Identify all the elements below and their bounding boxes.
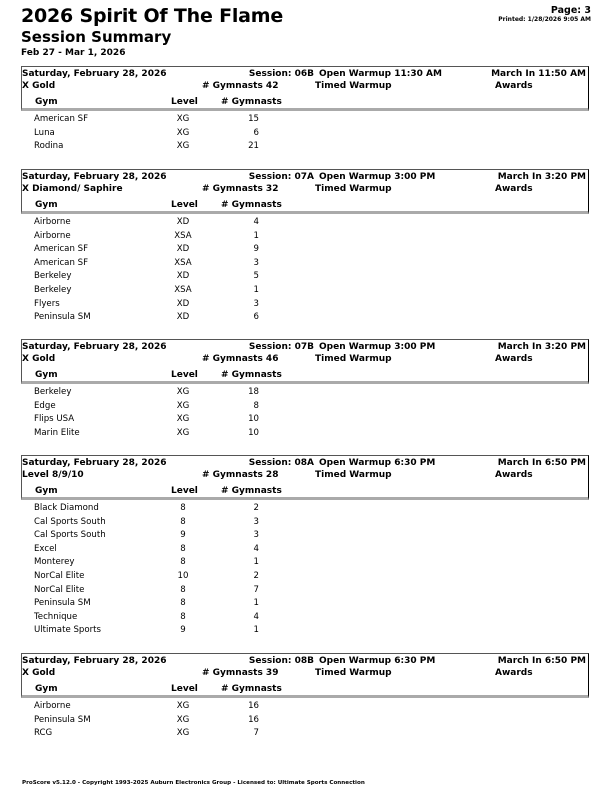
gym-level: XSA [174,230,192,241]
gym-level: XSA [174,284,192,295]
gym-name: Black Diamond [34,503,99,513]
gym-name: Excel [34,543,57,554]
table-row [21,728,589,742]
gym-gymnast-count: 3 [253,257,259,268]
column-header-level: Level [171,486,198,496]
session-header [21,653,589,698]
table-row [21,114,589,128]
footer-copyright: ProScore v5.12.0 - Copyright 1993-2025 Auburn Electronics Group - Licensed to: Ultimate Sports Connection [22,780,365,786]
table-row [21,387,589,401]
gym-table [21,217,589,326]
page-number: Page: 3 [550,5,591,16]
awards-label: Awards [495,668,533,678]
session-block [21,169,589,326]
gym-gymnast-count: 4 [253,543,259,554]
gym-name: Flyers [34,298,60,309]
open-warmup-time: Open Warmup 6:30 PM [319,458,436,468]
column-header-gym: Gym [35,486,58,496]
gym-level: 8 [180,516,186,527]
gym-name: Peninsula SM [34,598,91,609]
table-row [21,128,589,142]
gym-name: Monterey [34,557,75,568]
table-row [21,258,589,272]
march-in-time: March In 6:50 PM [497,458,586,468]
column-header-gymnasts: # Gymnasts [221,684,282,694]
gym-table [21,701,589,742]
gym-name: American SF [34,257,89,268]
table-row [21,517,589,531]
gym-name: Berkeley [34,271,72,282]
session-id: Session: 07A [248,172,314,182]
session-id: Session: 08B [248,656,314,666]
gym-level: XG [176,714,190,725]
gym-level: 8 [180,543,186,554]
table-row [21,312,589,326]
column-header-gym: Gym [35,97,58,107]
gym-table [21,503,589,639]
session-date: Saturday, February 28, 2026 [22,69,167,79]
column-header-level: Level [171,97,198,107]
gym-level: 8 [180,503,186,513]
gym-name: Berkeley [34,284,72,295]
gym-level: XG [176,141,190,152]
table-row [21,598,589,612]
march-in-time: March In 6:50 PM [497,656,586,666]
report-subtitle: Session Summary [21,28,172,46]
march-in-time: March In 3:20 PM [497,172,586,182]
gym-name: Berkeley [34,387,72,397]
gym-name: Peninsula SM [34,714,91,725]
gym-name: Luna [34,127,55,138]
session-header [21,66,589,111]
session-gymnast-count: # Gymnasts 42 [202,81,279,91]
table-row [21,217,589,231]
gym-name: Cal Sports South [34,530,106,541]
gym-level: 9 [180,530,186,541]
awards-label: Awards [495,354,533,364]
gym-name: Airborne [34,217,71,227]
table-row [21,571,589,585]
gym-gymnast-count: 7 [253,728,259,739]
timed-warmup-label: Timed Warmup [315,354,392,364]
gym-gymnast-count: 1 [253,557,259,568]
gym-gymnast-count: 6 [253,127,259,138]
gym-gymnast-count: 10 [248,414,259,425]
timed-warmup-label: Timed Warmup [315,668,392,678]
gym-level: 8 [180,598,186,609]
table-row [21,231,589,245]
table-row [21,503,589,517]
gym-gymnast-count: 1 [253,625,259,636]
gym-level: XG [176,427,190,438]
gym-gymnast-count: 2 [253,503,259,513]
column-header-gymnasts: # Gymnasts [221,370,282,380]
printed-timestamp: Printed: 1/28/2026 9:05 AM [498,16,591,23]
column-header-gym: Gym [35,370,58,380]
gym-gymnast-count: 1 [253,598,259,609]
gym-gymnast-count: 9 [253,244,259,255]
gym-name: Edge [34,400,56,411]
gym-gymnast-count: 16 [248,701,259,711]
session-date: Saturday, February 28, 2026 [22,656,167,666]
session-block [21,66,589,155]
column-header-level: Level [171,370,198,380]
gym-name: Airborne [34,701,71,711]
column-header-gymnasts: # Gymnasts [221,97,282,107]
gym-level: 8 [180,611,186,622]
gym-gymnast-count: 16 [248,714,259,725]
table-row [21,530,589,544]
table-row [21,271,589,285]
gym-gymnast-count: 4 [253,611,259,622]
gym-gymnast-count: 15 [248,114,259,124]
gym-level: 9 [180,625,186,636]
march-in-time: March In 3:20 PM [497,342,586,352]
gym-gymnast-count: 3 [253,516,259,527]
gym-name: Technique [34,611,78,622]
gym-gymnast-count: 1 [253,230,259,241]
open-warmup-time: Open Warmup 6:30 PM [319,656,436,666]
gym-table [21,114,589,155]
session-header [21,455,589,500]
gym-level: XG [176,387,190,397]
session-header [21,169,589,214]
gym-name: Flips USA [34,414,75,425]
gym-level: XG [176,414,190,425]
gym-level: XSA [174,257,192,268]
gym-gymnast-count: 2 [253,570,259,581]
gym-name: NorCal Elite [34,570,85,581]
session-gymnast-count: # Gymnasts 39 [202,668,279,678]
gym-gymnast-count: 7 [253,584,259,595]
table-row [21,585,589,599]
gym-name: Rodina [34,141,64,152]
session-id: Session: 08A [248,458,314,468]
gym-table [21,387,589,441]
table-row [21,428,589,442]
gym-level: 8 [180,584,186,595]
column-header-gym: Gym [35,200,58,210]
gym-level: XG [176,114,190,124]
gym-level: 8 [180,557,186,568]
session-date: Saturday, February 28, 2026 [22,458,167,468]
table-row [21,299,589,313]
open-warmup-time: Open Warmup 11:30 AM [319,69,442,79]
column-header-gymnasts: # Gymnasts [221,486,282,496]
table-row [21,141,589,155]
session-date: Saturday, February 28, 2026 [22,342,167,352]
gym-gymnast-count: 21 [248,141,259,152]
gym-level: XG [176,400,190,411]
session-group: X Diamond/ Saphire [22,184,123,194]
session-block [21,653,589,742]
table-row [21,544,589,558]
gym-gymnast-count: 18 [248,387,259,397]
gym-name: American SF [34,114,89,124]
session-date: Saturday, February 28, 2026 [22,172,167,182]
column-header-gym: Gym [35,684,58,694]
table-row [21,612,589,626]
session-gymnast-count: # Gymnasts 32 [202,184,279,194]
gym-gymnast-count: 3 [253,530,259,541]
open-warmup-time: Open Warmup 3:00 PM [319,342,436,352]
session-block [21,455,589,639]
session-id: Session: 06B [248,69,314,79]
column-header-level: Level [171,200,198,210]
column-header-level: Level [171,684,198,694]
session-block [21,339,589,441]
table-row [21,701,589,715]
open-warmup-time: Open Warmup 3:00 PM [319,172,436,182]
gym-gymnast-count: 6 [253,312,259,323]
gym-name: Peninsula SM [34,312,91,323]
timed-warmup-label: Timed Warmup [315,184,392,194]
session-group: Level 8/9/10 [22,470,84,480]
gym-name: NorCal Elite [34,584,85,595]
gym-level: XD [176,298,190,309]
session-group: X Gold [22,668,56,678]
gym-gymnast-count: 1 [253,284,259,295]
session-gymnast-count: # Gymnasts 46 [202,354,279,364]
table-row [21,414,589,428]
table-row [21,244,589,258]
meet-title: 2026 Spirit Of The Flame [21,5,284,27]
timed-warmup-label: Timed Warmup [315,81,392,91]
gym-level: XD [176,244,190,255]
gym-level: XD [176,312,190,323]
march-in-time: March In 11:50 AM [491,69,586,79]
table-row [21,715,589,729]
gym-name: RCG [34,728,53,739]
gym-level: XG [176,127,190,138]
table-row [21,625,589,639]
session-group: X Gold [22,81,56,91]
timed-warmup-label: Timed Warmup [315,470,392,480]
gym-level: 10 [177,570,189,581]
table-row [21,401,589,415]
session-header [21,339,589,384]
gym-gymnast-count: 4 [253,217,259,227]
gym-gymnast-count: 8 [253,400,259,411]
gym-gymnast-count: 3 [253,298,259,309]
table-row [21,557,589,571]
session-group: X Gold [22,354,56,364]
session-id: Session: 07B [248,342,314,352]
gym-level: XD [176,271,190,282]
gym-name: Marin Elite [34,427,80,438]
column-header-gymnasts: # Gymnasts [221,200,282,210]
table-row [21,285,589,299]
session-gymnast-count: # Gymnasts 28 [202,470,279,480]
gym-level: XD [176,217,190,227]
gym-gymnast-count: 5 [253,271,259,282]
awards-label: Awards [495,470,533,480]
awards-label: Awards [495,184,533,194]
gym-name: Airborne [34,230,71,241]
date-range: Feb 27 - Mar 1, 2026 [21,48,126,58]
gym-name: American SF [34,244,89,255]
awards-label: Awards [495,81,533,91]
gym-name: Cal Sports South [34,516,106,527]
gym-level: XG [176,728,190,739]
gym-name: Ultimate Sports [34,625,102,636]
gym-level: XG [176,701,190,711]
gym-gymnast-count: 10 [248,427,259,438]
